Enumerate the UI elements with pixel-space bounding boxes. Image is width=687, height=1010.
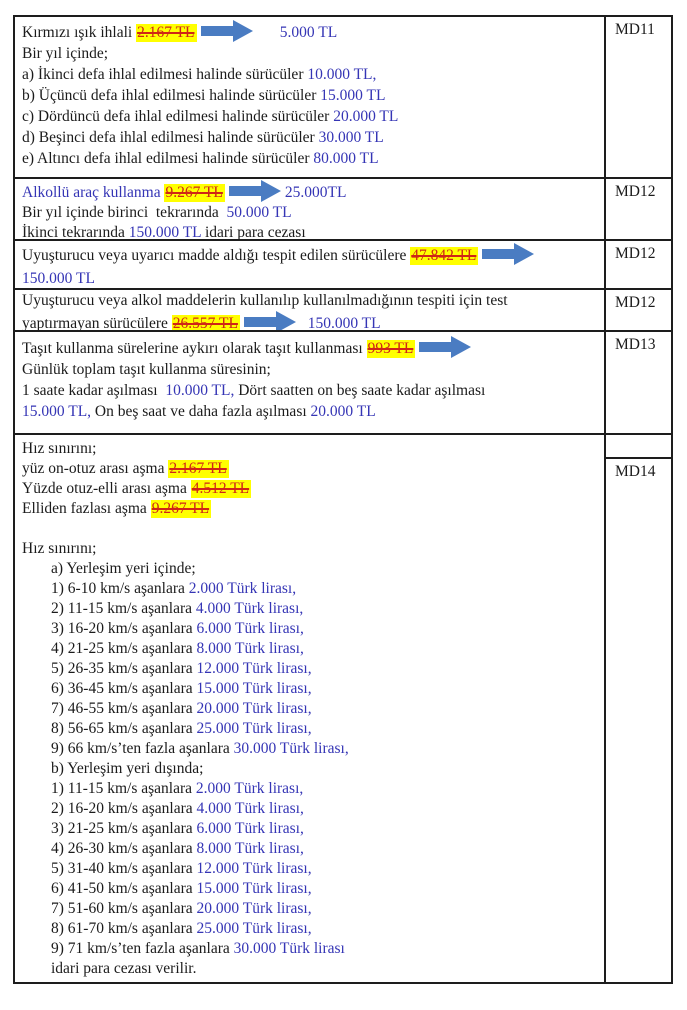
text-line: [22, 311, 600, 330]
violation-cell: [15, 332, 604, 433]
text-line: [22, 380, 600, 401]
arrow-right-icon: [482, 243, 534, 265]
text-run: idari para cezası: [201, 224, 306, 239]
text-line: [22, 659, 600, 679]
text-run: İkinci tekrarında: [22, 224, 129, 239]
amount-new: 6.000 Türk lirası,: [196, 820, 304, 837]
violation-cell: [15, 179, 604, 239]
text-run: 6) 41-50 km/s aşanlara: [51, 880, 197, 897]
text-run: 8) 56-65 km/s aşanlara: [51, 720, 197, 737]
text-line: [22, 519, 600, 539]
arrow-right-icon: [229, 180, 281, 202]
amount-old-strikethrough: 2.167 TL: [169, 460, 227, 477]
text-line: [22, 267, 600, 288]
table-row: [15, 332, 671, 435]
text-line: [22, 859, 600, 879]
text-line: [22, 759, 600, 779]
text-line: [22, 127, 600, 148]
text-run: Elliden fazlası aşma: [22, 500, 151, 517]
text-run: 4) 21-25 km/s aşanlara: [51, 640, 197, 657]
table-row: [15, 241, 671, 290]
amount-new: 15.000 Türk lirası,: [196, 880, 312, 897]
text-run: 1) 11-15 km/s aşanlara: [51, 780, 196, 797]
text-run: Hız sınırını;: [22, 540, 97, 557]
code-column-cell: [604, 332, 671, 433]
table-row: [15, 17, 671, 179]
text-line: [22, 223, 600, 239]
text-line: [22, 599, 600, 619]
text-run: a) İkinci defa ihlal edilmesi halinde sürücüler: [22, 66, 308, 83]
text-line: [22, 479, 600, 499]
amount-new: 2.000 Türk lirası,: [195, 780, 304, 797]
text-run: e) Altıncı defa ihlal edilmesi halinde sürücüler: [22, 150, 314, 167]
text-line: [22, 819, 600, 839]
text-line: [22, 879, 600, 899]
text-run: [300, 315, 308, 330]
text-line: [22, 619, 600, 639]
violation-cell: [15, 435, 604, 982]
text-run: 2) 16-20 km/s aşanlara: [51, 800, 197, 817]
violation-cell: [15, 290, 604, 330]
text-run: 2) 11-15 km/s aşanlara: [51, 600, 196, 617]
amount-new: 6.000 Türk lirası,: [196, 620, 304, 637]
amount-new: 8.000 Türk lirası,: [196, 640, 304, 657]
text-line: [22, 639, 600, 659]
text-line: [22, 719, 600, 739]
amount-new: 25.000TL: [284, 184, 347, 201]
text-line: [22, 739, 600, 759]
text-run: c) Dördüncü defa ihlal edilmesi halinde sürücüler: [22, 108, 334, 125]
amount-new: 15.000 TL: [320, 87, 386, 104]
text-line: [22, 799, 600, 819]
text-run: 3) 21-25 km/s aşanlara: [51, 820, 197, 837]
text-line: [22, 779, 600, 799]
text-run: d) Beşinci defa ihlal edilmesi halinde sürücüler: [22, 129, 319, 146]
amount-new: 30.000 TL: [318, 129, 384, 146]
text-run: 5) 31-40 km/s aşanlara: [51, 860, 197, 877]
text-run: yüz on-otuz arası aşma: [22, 460, 169, 477]
amount-new: 5.000 TL: [279, 24, 338, 41]
table-row: [15, 290, 671, 332]
text-run: 3) 16-20 km/s aşanlara: [51, 620, 197, 637]
code-column-cell: [604, 241, 671, 288]
violation-cell: [15, 17, 604, 177]
text-run: Yüzde otuz-elli arası aşma: [22, 480, 191, 497]
amount-old-strikethrough: 4.512 TL: [191, 480, 250, 497]
text-run: 8) 61-70 km/s aşanlara: [51, 920, 197, 937]
text-line: [22, 459, 600, 479]
amount-old-strikethrough: 2.167 TL: [137, 24, 195, 41]
text-run: 1 saate kadar aşılması: [22, 382, 166, 399]
amount-new: 30.000 Türk lirası: [233, 940, 345, 957]
text-line: [22, 499, 600, 519]
code-column-cell: [604, 17, 671, 177]
amount-new: 10.000 TL,: [165, 382, 235, 399]
text-line: [22, 679, 600, 699]
text-run: 6) 36-45 km/s aşanlara: [51, 680, 197, 697]
amount-new: 2.000 Türk lirası,: [188, 580, 297, 597]
text-run: a) Yerleşim yeri içinde;: [51, 560, 196, 577]
table-row: [15, 435, 671, 982]
text-line: [22, 359, 600, 380]
amount-new: 20.000 Türk lirası,: [196, 900, 312, 917]
text-line: [22, 43, 600, 64]
amount-old-strikethrough: 9.267 TL: [165, 184, 223, 201]
amount-new: 10.000 TL,: [307, 66, 377, 83]
amount-new: 25.000 Türk lirası,: [196, 720, 312, 737]
amount-new: 150.000 TL: [307, 315, 381, 330]
regulation-code: MD12: [615, 183, 656, 200]
table-row: [15, 179, 671, 241]
text-line: [22, 959, 600, 979]
regulation-code: MD12: [615, 294, 656, 311]
arrow-right-icon: [244, 311, 296, 330]
text-line: [22, 401, 600, 422]
text-line: [22, 839, 600, 859]
text-run: Uyuşturucu veya alkol maddelerin kullanılıp kullanılmadığının tespiti için test: [22, 292, 508, 309]
amount-new: 20.000 Türk lirası,: [196, 700, 312, 717]
text-line: [22, 85, 600, 106]
regulation-code: MD14: [615, 463, 656, 480]
amount-new: 25.000 Türk lirası,: [196, 920, 312, 937]
text-run: Dört saatten on beş saate kadar aşılması: [234, 382, 486, 399]
text-run: 9) 71 km/s’ten fazla aşanlara: [51, 940, 234, 957]
text-run: Bir yıl içinde birinci tekrarında: [22, 204, 227, 221]
regulation-code: [606, 435, 671, 459]
text-run: Günlük toplam taşıt kullanma süresinin;: [22, 361, 271, 378]
text-line: [22, 243, 600, 267]
amount-new: 4.000 Türk lirası,: [195, 600, 304, 617]
text-line: [22, 439, 600, 459]
text-line: [22, 203, 600, 223]
text-run: Kırmızı ışık ihlali: [22, 24, 137, 41]
text-line: [22, 919, 600, 939]
text-run: 9) 66 km/s’ten fazla aşanlara: [51, 740, 234, 757]
amount-new: 80.000 TL: [313, 150, 379, 167]
amount-new: 150.000 TL: [128, 224, 202, 239]
regulation-code: MD11: [615, 21, 655, 38]
amount-new: 8.000 Türk lirası,: [196, 840, 304, 857]
text-run: 1) 6-10 km/s aşanlara: [51, 580, 189, 597]
amount-new: Alkollü araç kullanma: [22, 184, 165, 201]
code-column-cell: [604, 435, 671, 982]
amount-new: 150.000 TL: [22, 270, 95, 287]
text-line: [22, 559, 600, 579]
text-run: 7) 51-60 km/s aşanlara: [51, 900, 197, 917]
text-run: b) Yerleşim yeri dışında;: [51, 760, 204, 777]
text-line: [22, 64, 600, 85]
text-run: [257, 24, 280, 41]
amount-new: 12.000 Türk lirası,: [196, 660, 312, 677]
amount-new: 20.000 TL: [310, 403, 376, 420]
text-run: b) Üçüncü defa ihlal edilmesi halinde sürücüler: [22, 87, 321, 104]
text-line: [22, 106, 600, 127]
text-line: [22, 291, 600, 311]
amount-new: 50.000 TL: [226, 204, 292, 221]
text-run: idari para cezası verilir.: [51, 960, 197, 977]
arrow-right-icon: [201, 20, 253, 42]
amount-new: 15.000 Türk lirası,: [196, 680, 312, 697]
text-line: [22, 939, 600, 959]
text-line: [22, 579, 600, 599]
text-run: Uyuşturucu veya uyarıcı madde aldığı tespit edilen sürücülere: [22, 247, 411, 264]
text-run: On beş saat ve daha fazla aşılması: [91, 403, 311, 420]
text-run: 5) 26-35 km/s aşanlara: [51, 660, 197, 677]
text-run: Hız sınırını;: [22, 440, 97, 457]
text-line: [22, 180, 600, 203]
text-line: [22, 20, 600, 43]
arrow-right-icon: [419, 336, 471, 358]
text-run: 7) 46-55 km/s aşanlara: [51, 700, 197, 717]
amount-new: 4.000 Türk lirası,: [196, 800, 304, 817]
regulation-code: MD12: [615, 245, 656, 262]
amount-old-strikethrough: 9.267 TL: [151, 500, 210, 517]
amount-old-strikethrough: 993 TL: [367, 340, 414, 357]
regulation-code: MD13: [615, 336, 656, 353]
amount-new: 30.000 Türk lirası,: [233, 740, 349, 757]
amount-old-strikethrough: 26.557 TL: [172, 315, 240, 330]
violation-cell: [15, 241, 604, 288]
amount-new: 20.000 TL: [333, 108, 399, 125]
text-line: [22, 539, 600, 559]
amount-new: 15.000 TL,: [22, 403, 92, 420]
text-run: 4) 26-30 km/s aşanlara: [51, 840, 197, 857]
text-line: [22, 336, 600, 359]
text-run: Taşıt kullanma sürelerine aykırı olarak taşıt kullanması: [22, 340, 367, 357]
code-column-cell: [604, 179, 671, 239]
amount-old-strikethrough: 47.842 TL: [411, 247, 477, 264]
code-column-cell: [604, 290, 671, 330]
text-run: Bir yıl içinde;: [22, 45, 109, 62]
text-line: [22, 148, 600, 169]
fines-table: [13, 15, 673, 984]
text-line: [22, 699, 600, 719]
text-run: yaptırmayan sürücülere: [22, 315, 172, 330]
amount-new: 12.000 Türk lirası,: [196, 860, 312, 877]
text-line: [22, 899, 600, 919]
